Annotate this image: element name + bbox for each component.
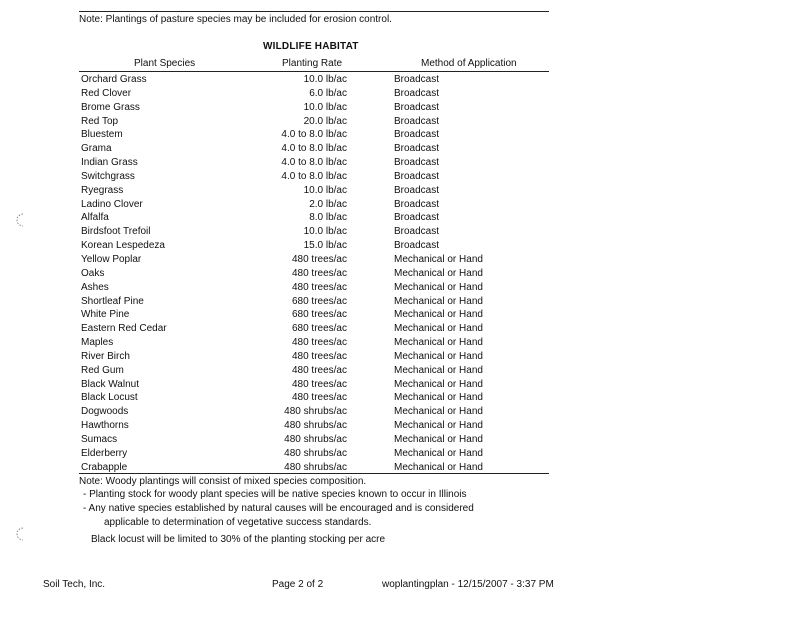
rate-cell: 480 trees/ac [291, 337, 347, 349]
table-row [0, 156, 800, 170]
species-cell: White Pine [81, 309, 130, 321]
species-cell: Ryegrass [81, 184, 124, 196]
woody-plantings-note: Note: Woody plantings will consist of mixed species composition. [79, 476, 367, 487]
method-cell: Mechanical or Hand [394, 281, 483, 293]
species-cell: Black Locust [81, 392, 138, 404]
method-cell: Mechanical or Hand [394, 295, 483, 307]
method-cell: Mechanical or Hand [394, 378, 483, 390]
species-cell: Hawthorns [81, 420, 129, 432]
rate-cell: 480 trees/ac [291, 267, 347, 279]
species-cell: River Birch [81, 350, 130, 362]
method-cell: Broadcast [394, 129, 440, 141]
erosion-note: Note: Plantings of pasture species may be included for erosion control. [79, 14, 392, 25]
rate-cell: 480 trees/ac [291, 253, 347, 265]
species-cell: Birdsfoot Trefoil [81, 226, 151, 238]
rate-cell: 480 shrubs/ac [284, 420, 347, 432]
native-species-note-continued: applicable to determination of vegetative success standards. [104, 517, 372, 528]
footer-page-number: Page 2 of 2 [272, 579, 324, 590]
method-cell: Mechanical or Hand [394, 392, 483, 404]
species-cell: Oaks [81, 267, 105, 279]
rate-cell: 4.0 to 8.0 lb/ac [281, 157, 347, 169]
rate-cell: 480 trees/ac [291, 364, 347, 376]
rate-cell: 2.0 lb/ac [309, 198, 347, 210]
method-cell: Mechanical or Hand [394, 433, 483, 445]
method-cell: Mechanical or Hand [394, 420, 483, 432]
rate-cell: 480 trees/ac [291, 378, 347, 390]
method-cell: Mechanical or Hand [394, 350, 483, 362]
species-cell: Orchard Grass [81, 74, 147, 85]
table-row [0, 253, 800, 267]
table-row [0, 447, 800, 461]
hole-punch-mark [14, 526, 26, 542]
rate-cell: 4.0 to 8.0 lb/ac [281, 170, 347, 182]
species-cell: Red Gum [81, 364, 124, 376]
method-cell: Broadcast [394, 184, 440, 196]
table-row [0, 101, 800, 115]
species-cell: Grama [81, 143, 112, 155]
table-row [0, 391, 800, 405]
method-cell: Mechanical or Hand [394, 406, 483, 418]
species-cell: Maples [81, 337, 114, 349]
method-cell: Mechanical or Hand [394, 447, 483, 459]
table-row [0, 115, 800, 129]
table-row [0, 364, 800, 378]
rate-cell: 480 trees/ac [291, 281, 347, 293]
table-row [0, 128, 800, 142]
method-cell: Mechanical or Hand [394, 267, 483, 279]
species-cell: Korean Lespedeza [81, 240, 165, 252]
header-rule [79, 71, 549, 72]
method-cell: Broadcast [394, 198, 440, 210]
rate-cell: 480 shrubs/ac [284, 406, 347, 418]
table-row [0, 225, 800, 239]
rate-cell: 10.0 lb/ac [303, 101, 347, 113]
table-row [0, 322, 800, 336]
rate-cell: 4.0 to 8.0 lb/ac [281, 129, 347, 141]
table-row [0, 405, 800, 419]
rate-cell: 680 trees/ac [291, 323, 347, 335]
rate-cell: 10.0 lb/ac [303, 226, 347, 238]
species-cell: Switchgrass [81, 170, 135, 182]
species-cell: Elderberry [81, 447, 128, 459]
rate-cell: 15.0 lb/ac [303, 240, 347, 252]
rate-cell: 10.0 lb/ac [303, 74, 347, 85]
table-row [0, 211, 800, 225]
method-cell: Mechanical or Hand [394, 337, 483, 349]
table-row [0, 267, 800, 281]
method-cell: Broadcast [394, 87, 440, 99]
rate-cell: 4.0 to 8.0 lb/ac [281, 143, 347, 155]
column-header-rate: Planting Rate [282, 58, 343, 69]
rate-cell: 480 trees/ac [291, 392, 347, 404]
species-cell: Dogwoods [81, 406, 129, 418]
species-cell: Crabapple [81, 461, 128, 473]
planting-stock-note: - Planting stock for woody plant species will be native species known to occur in Illinois [83, 489, 467, 500]
method-cell: Broadcast [394, 240, 440, 252]
table-row [0, 239, 800, 253]
rate-cell: 680 trees/ac [291, 309, 347, 321]
table-row [0, 184, 800, 198]
hole-punch-mark [14, 212, 26, 228]
native-species-note: - Any native species established by natural causes will be encouraged and is considered [83, 503, 474, 514]
top-rule [79, 11, 549, 12]
method-cell: Mechanical or Hand [394, 253, 483, 265]
rate-cell: 10.0 lb/ac [303, 184, 347, 196]
method-cell: Broadcast [394, 170, 440, 182]
species-cell: Ladino Clover [81, 198, 143, 210]
species-cell: Red Top [81, 115, 119, 127]
table-row [0, 350, 800, 364]
species-cell: Bluestem [81, 129, 123, 141]
column-header-species: Plant Species [134, 58, 196, 69]
species-cell: Eastern Red Cedar [81, 323, 167, 335]
column-header-method: Method of Application [421, 58, 517, 69]
footer-file-stamp: woplantingplan - 12/15/2007 - 3:37 PM [382, 579, 554, 590]
table-row [0, 87, 800, 101]
method-cell: Mechanical or Hand [394, 309, 483, 321]
rate-cell: 6.0 lb/ac [309, 87, 347, 99]
rate-cell: 20.0 lb/ac [303, 115, 347, 127]
rate-cell: 680 trees/ac [291, 295, 347, 307]
rate-cell: 480 trees/ac [291, 350, 347, 362]
method-cell: Mechanical or Hand [394, 461, 483, 473]
table-bottom-rule [79, 473, 549, 474]
table-row [0, 198, 800, 212]
rate-cell: 480 shrubs/ac [284, 433, 347, 445]
method-cell: Broadcast [394, 212, 440, 224]
method-cell: Mechanical or Hand [394, 323, 483, 335]
method-cell: Broadcast [394, 115, 440, 127]
table-row [0, 378, 800, 392]
rate-cell: 8.0 lb/ac [309, 212, 347, 224]
black-locust-note: Black locust will be limited to 30% of the planting stocking per acre [91, 534, 386, 545]
method-cell: Broadcast [394, 74, 440, 85]
table-row [0, 73, 800, 87]
species-cell: Shortleaf Pine [81, 295, 144, 307]
rate-cell: 480 shrubs/ac [284, 461, 347, 473]
species-cell: Indian Grass [81, 157, 138, 169]
species-cell: Alfalfa [81, 212, 109, 224]
method-cell: Broadcast [394, 157, 440, 169]
species-cell: Sumacs [81, 433, 118, 445]
table-row [0, 170, 800, 184]
table-row [0, 281, 800, 295]
method-cell: Broadcast [394, 101, 440, 113]
table-row [0, 336, 800, 350]
planting-table [0, 73, 800, 474]
method-cell: Broadcast [394, 143, 440, 155]
table-row [0, 308, 800, 322]
table-row [0, 295, 800, 309]
table-row [0, 142, 800, 156]
rate-cell: 480 shrubs/ac [284, 447, 347, 459]
species-cell: Brome Grass [81, 101, 140, 113]
method-cell: Mechanical or Hand [394, 364, 483, 376]
species-cell: Black Walnut [81, 378, 139, 390]
table-row [0, 419, 800, 433]
species-cell: Ashes [81, 281, 109, 293]
species-cell: Red Clover [81, 87, 132, 99]
table-row [0, 433, 800, 447]
section-title: WILDLIFE HABITAT [263, 41, 359, 52]
method-cell: Broadcast [394, 226, 440, 238]
footer-company: Soil Tech, Inc. [43, 579, 106, 590]
species-cell: Yellow Poplar [81, 253, 142, 265]
